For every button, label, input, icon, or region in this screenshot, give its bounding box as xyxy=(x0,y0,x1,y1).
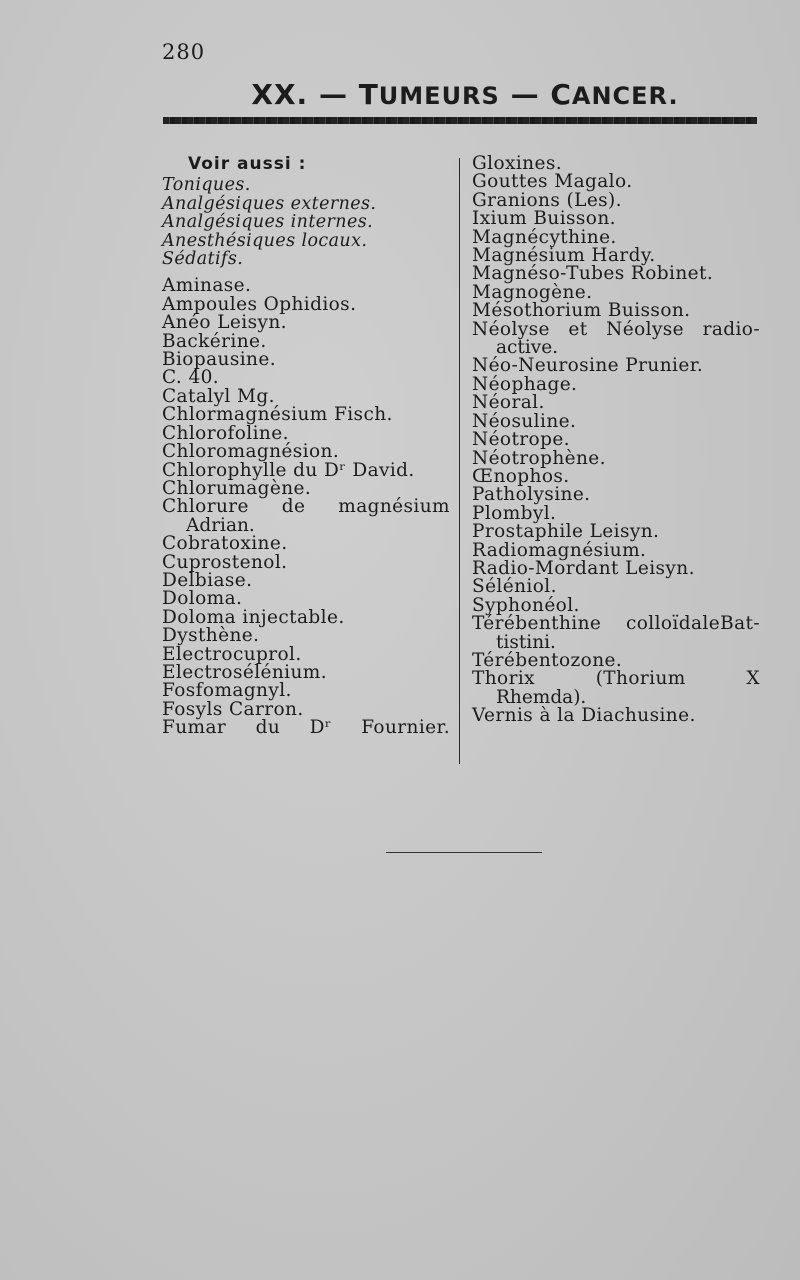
chapter-title xyxy=(0,78,800,111)
list-item: Fumar du Dʳ Fournier. xyxy=(162,717,450,739)
list-item: Magnogène. xyxy=(472,281,593,303)
see-also-heading: Voir aussi : xyxy=(188,154,307,174)
list-item: Doloma injectable. xyxy=(162,606,345,628)
list-item: Térébentozone. xyxy=(472,649,623,671)
see-also-ref: Analgésiques internes. xyxy=(162,212,374,233)
list-item: Radiomagnésium. xyxy=(472,539,647,561)
list-item: Chloromagnésion. xyxy=(162,441,340,463)
list-item: Dysthène. xyxy=(162,625,260,647)
see-also-ref: Analgésiques externes. xyxy=(162,193,377,214)
column-divider xyxy=(459,158,460,764)
list-item: C. 40. xyxy=(162,367,220,389)
list-item: Fosyls Carron. xyxy=(162,698,304,720)
list-item: Radio-Mordant Leisyn. xyxy=(472,557,695,579)
list-item: Magnésium Hardy. xyxy=(472,245,656,267)
title-word-cancer: CANCER. xyxy=(550,78,679,111)
list-item: Gouttes Magalo. xyxy=(472,171,633,193)
list-item: Chlorofoline. xyxy=(162,422,289,444)
list-item-continuation: Adrian. xyxy=(186,514,255,536)
list-item: Anéo Leisyn. xyxy=(162,312,287,334)
list-item: Vernis à la Diachusine. xyxy=(472,705,696,727)
see-also-ref: Anesthésiques locaux. xyxy=(162,230,368,251)
list-item: Prostaphile Leisyn. xyxy=(472,521,660,543)
list-item: Œnophos. xyxy=(472,465,570,487)
list-item: Syphonéol. xyxy=(472,594,580,616)
right-column xyxy=(472,155,760,726)
title-dash-2: — xyxy=(510,78,540,111)
list-item: Néoral. xyxy=(472,392,545,414)
list-item: Biopausine. xyxy=(162,349,276,371)
list-item-continuation: Rhemda). xyxy=(496,686,587,708)
see-also-ref: Toniques. xyxy=(162,175,251,196)
left-column xyxy=(162,155,450,738)
list-item: Backérine. xyxy=(162,330,267,352)
list-item-continuation: tistini. xyxy=(496,631,556,653)
list-item: Ampoules Ophidios. xyxy=(162,293,357,315)
list-item: Gloxines. xyxy=(472,153,563,174)
list-item: Ixium Buisson. xyxy=(472,208,616,230)
chapter-number: XX. xyxy=(251,78,309,111)
list-item: Electrosélénium. xyxy=(162,661,328,683)
list-item: Fosfomagnyl. xyxy=(162,680,292,702)
list-item: Chlorumagène. xyxy=(162,477,312,499)
list-item: Thorix (Thorium X xyxy=(472,668,760,690)
list-item: Néolyse et Néolyse radio- xyxy=(472,318,760,340)
list-item: Granions (Les). xyxy=(472,189,622,211)
list-item: Mésothorium Buisson. xyxy=(472,300,691,322)
list-item: Cobratoxine. xyxy=(162,533,288,555)
list-item: Néosuline. xyxy=(472,410,577,432)
list-item: Aminase. xyxy=(162,275,252,297)
title-word-tumeurs: TUMEURS xyxy=(358,78,500,111)
list-item: Chlormagnésium Fisch. xyxy=(162,404,393,426)
end-rule xyxy=(386,852,542,853)
list-item: Néotrophène. xyxy=(472,447,606,469)
list-item: Néophage. xyxy=(472,373,578,395)
list-item: Catalyl Mg. xyxy=(162,385,275,407)
list-item: Magnécythine. xyxy=(472,226,617,248)
list-item: Plombyl. xyxy=(472,502,557,524)
list-item: Néotrope. xyxy=(472,429,570,451)
list-item: Electrocuprol. xyxy=(162,643,302,665)
list-item: Séléniol. xyxy=(472,576,557,598)
see-also-ref: Sédatifs. xyxy=(162,249,244,270)
list-item: Delbiase. xyxy=(162,569,253,591)
list-item: Térébenthine colloïdaleBat- xyxy=(472,613,760,635)
list-item: Cuprostenol. xyxy=(162,551,288,573)
list-item: Magnéso-Tubes Robinet. xyxy=(472,263,714,285)
page-number: 280 xyxy=(162,40,206,64)
list-item-continuation: active. xyxy=(496,337,559,359)
list-item: Chlorophylle du Dʳ David. xyxy=(162,459,415,481)
title-rule xyxy=(163,117,757,124)
list-item: Doloma. xyxy=(162,588,243,610)
list-item: Patholysine. xyxy=(472,484,591,506)
title-dash: — xyxy=(318,78,348,111)
list-item: Chlorure de magnésium xyxy=(162,496,450,518)
list-item: Néo-Neurosine Prunier. xyxy=(472,355,704,377)
